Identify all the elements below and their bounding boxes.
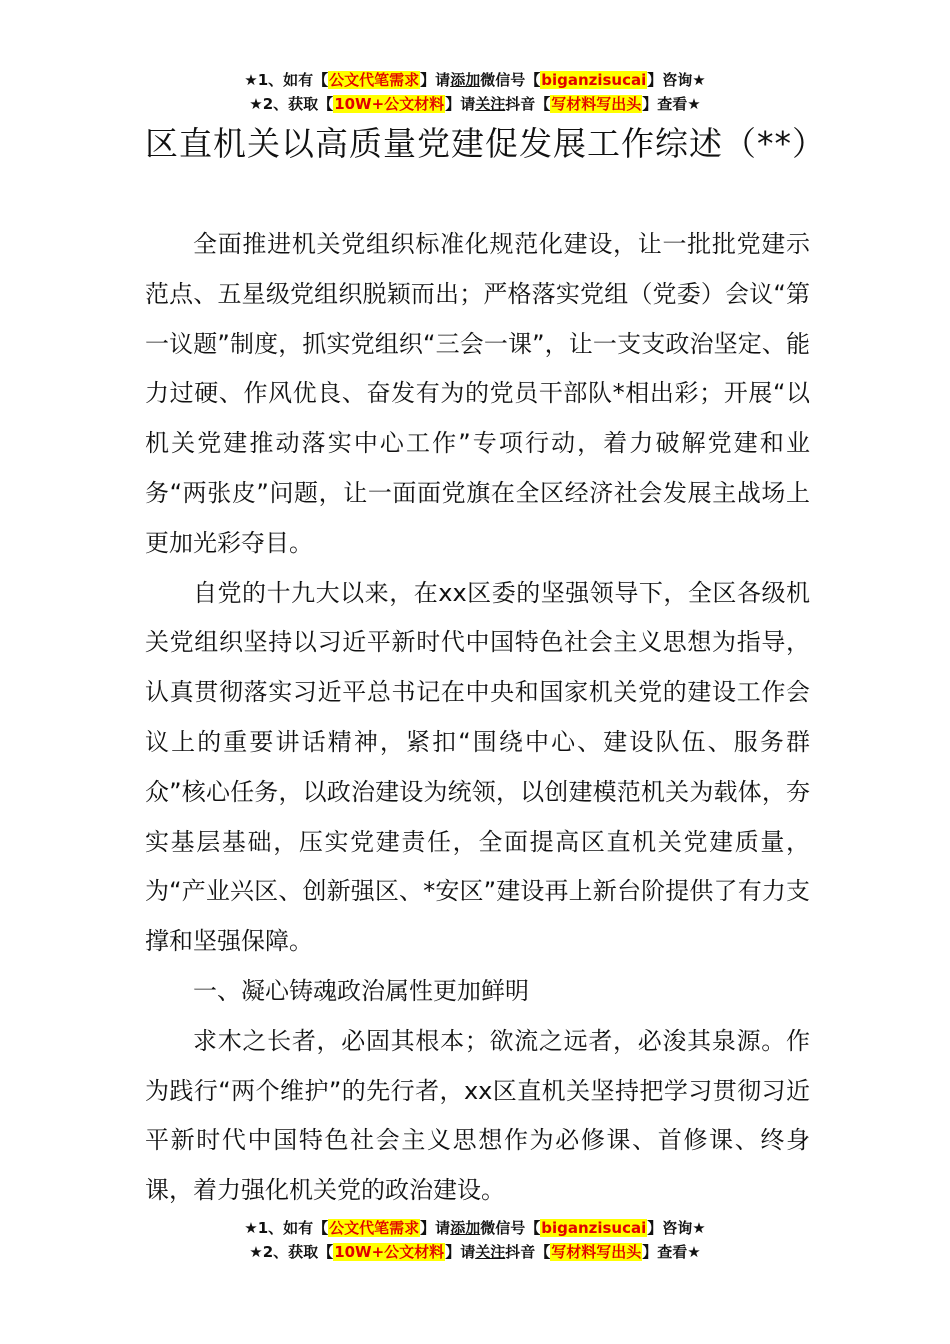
banner-highlight: 10W+公文材料 xyxy=(334,95,445,113)
banner-text: 】请 xyxy=(445,95,476,113)
banner-text: 】请 xyxy=(420,1219,451,1237)
banner-highlight: 公文代笔需求 xyxy=(329,71,420,89)
banner-underlined-text: 关注 xyxy=(475,1243,506,1261)
banner-underlined-text: 关注 xyxy=(475,95,506,113)
banner-highlight: 写材料写出头 xyxy=(551,95,642,113)
paragraph: 求木之长者，必固其根本；欲流之远者，必浚其泉源。作为践行“两个维护”的先行者，xx区直机关坚持把学习贯彻习近平新时代中国特色社会主义思想作为必修课、首修课、终身课，着力强化机关党的政治建设。 xyxy=(145,1026,810,1205)
banner-text: 】咨询★ xyxy=(647,71,706,89)
banner-highlight: 10W+公文材料 xyxy=(334,1243,445,1261)
banner-text: ★2、获取【 xyxy=(249,95,334,113)
banner-text: 抖音【 xyxy=(505,95,551,113)
banner-highlight: biganzisucai xyxy=(541,71,647,89)
banner-text: 】请 xyxy=(445,1243,476,1261)
banner-highlight: 写材料写出头 xyxy=(551,1243,642,1261)
banner-line-1 xyxy=(0,1216,950,1240)
paragraph: 自党的十九大以来，在xx区委的坚强领导下，全区各级机关党组织坚持以习近平新时代中国特色社会主义思想为指导，认真贯彻落实习近平总书记在中央和国家机关党的建设工作会议上的重要讲话精神，紧扣“围绕中心、建设队伍、服务群众”核心任务，以政治建设为统领，以创建模范机关为载体，夯实基层基础，压实党建责任，全面提高区直机关党建质量，为“产业兴区、创新强区、*安区”建设再上新台阶提供了有力支撑和坚强保障。 xyxy=(145,578,810,956)
banner-underlined-text: 添加 xyxy=(450,71,481,89)
banner-text: 】咨询★ xyxy=(647,1219,706,1237)
document-title: 区直机关以高质量党建促发展工作综述（**） xyxy=(145,124,826,163)
banner-text: 】查看★ xyxy=(642,95,701,113)
footer-banner xyxy=(0,1216,950,1264)
paragraph: 全面推进机关党组织标准化规范化建设，让一批批党建示范点、五星级党组织脱颖而出；严格落实党组（党委）会议“第一议题”制度，抓实党组织“三会一课”，让一支支政治坚定、能力过硬、作风优良、奋发有为的党员干部队*相出彩；开展“以机关党建推动落实中心工作”专项行动，着力破解党建和业务“两张皮”问题，让一面面党旗在全区经济社会发展主战场上更加光彩夺目。 xyxy=(145,230,810,557)
banner-underlined-text: 添加 xyxy=(450,1219,481,1237)
banner-line-2 xyxy=(0,92,950,116)
section-heading: 一、凝心铸魂政治属性更加鲜明 xyxy=(193,976,529,1005)
banner-line-1 xyxy=(0,68,950,92)
banner-text: ★2、获取【 xyxy=(249,1243,334,1261)
banner-text: 微信号【 xyxy=(480,71,541,89)
banner-text: ★1、如有【 xyxy=(244,71,329,89)
banner-text: 微信号【 xyxy=(480,1219,541,1237)
banner-line-2 xyxy=(0,1240,950,1264)
banner-text: 】查看★ xyxy=(642,1243,701,1261)
banner-text: 抖音【 xyxy=(505,1243,551,1261)
banner-text: ★1、如有【 xyxy=(244,1219,329,1237)
header-banner xyxy=(0,68,950,116)
document-body xyxy=(145,220,810,1216)
banner-highlight: biganzisucai xyxy=(541,1219,647,1237)
banner-text: 】请 xyxy=(420,71,451,89)
banner-highlight: 公文代笔需求 xyxy=(329,1219,420,1237)
